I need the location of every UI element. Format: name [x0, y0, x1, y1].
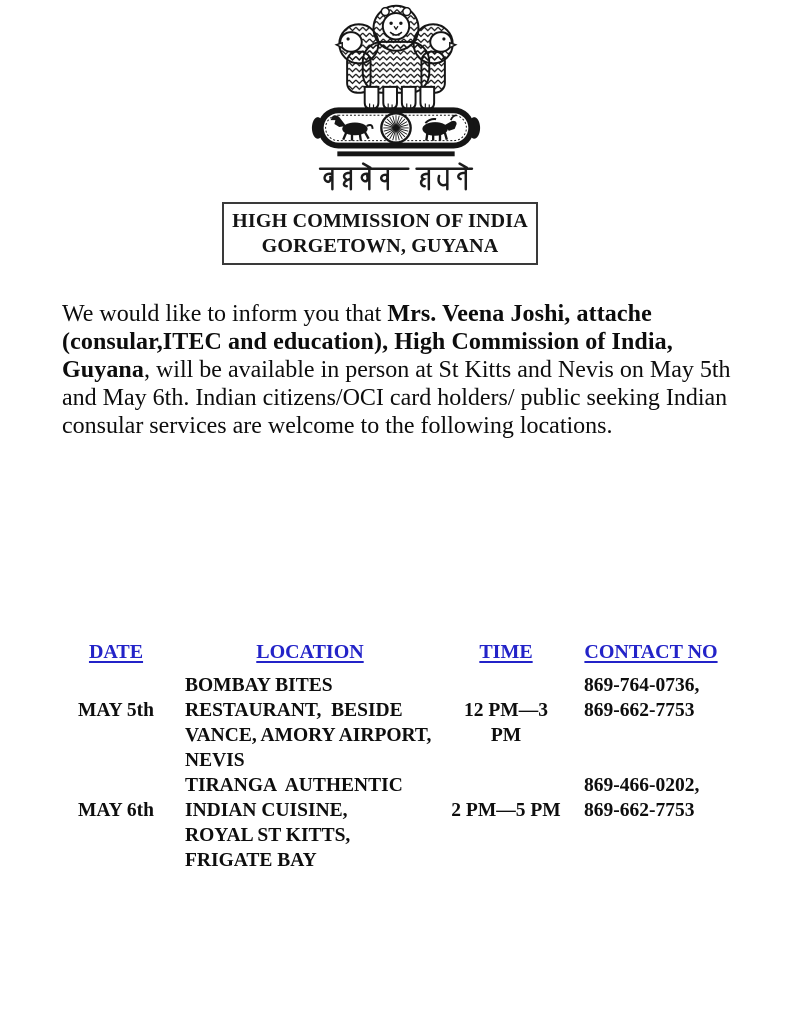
table-row-may6: [62, 773, 740, 873]
location-cell: BOMBAY BITES RESTAURANT, BESIDE VANCE, AMORY AIRPORT, NEVIS: [185, 675, 432, 771]
contact-cell: 869-764-0736, 869-662-7753: [584, 675, 700, 721]
time-cell: 12 PM—3 PM: [464, 700, 548, 746]
announcement-paragraph: [62, 300, 754, 440]
letterhead-line2: GORGETOWN, GUYANA: [261, 235, 499, 257]
header-date: DATE: [88, 641, 144, 663]
header-time: TIME: [479, 641, 533, 663]
date-cell: MAY 5th: [77, 700, 155, 721]
announcement-official-bold: Mrs. Veena Joshi, attache (consular,ITEC and education), High Commission of India, Guyana: [62, 301, 673, 383]
emblem-name: [484, 2, 485, 3]
announcement-intro: We would like to inform you that: [62, 301, 388, 327]
header-location: LOCATION: [256, 641, 364, 663]
schedule-table: [62, 639, 740, 873]
date-cell: MAY 6th: [77, 800, 155, 821]
devanagari-motto-icon: [318, 162, 474, 194]
lion-capital-icon: [308, 2, 484, 160]
time-cell: 2 PM—5 PM: [451, 800, 561, 821]
contact-cell: 869-466-0202, 869-662-7753: [584, 775, 700, 821]
letterhead-line1: HIGH COMMISSION OF INDIA: [232, 210, 528, 232]
satyameva-jayate-motto: [318, 162, 474, 194]
location-cell: TIRANGA AUTHENTIC INDIAN CUISINE, ROYAL ST KITTS, FRIGATE BAY: [185, 775, 403, 871]
schedule-table-header: [62, 639, 740, 665]
announcement-details: , will be available in person at St Kitts and Nevis on May 5th and May 6th. Indian citizens/OCI card holders/ public seeking Indian consular services are welcome to the following locations.: [62, 357, 731, 439]
india-state-emblem: [308, 2, 484, 160]
motto-text: [474, 162, 475, 163]
table-row-may5: [62, 673, 740, 773]
letterhead-box: [222, 202, 538, 265]
header-contact: CONTACT NO: [584, 641, 718, 663]
